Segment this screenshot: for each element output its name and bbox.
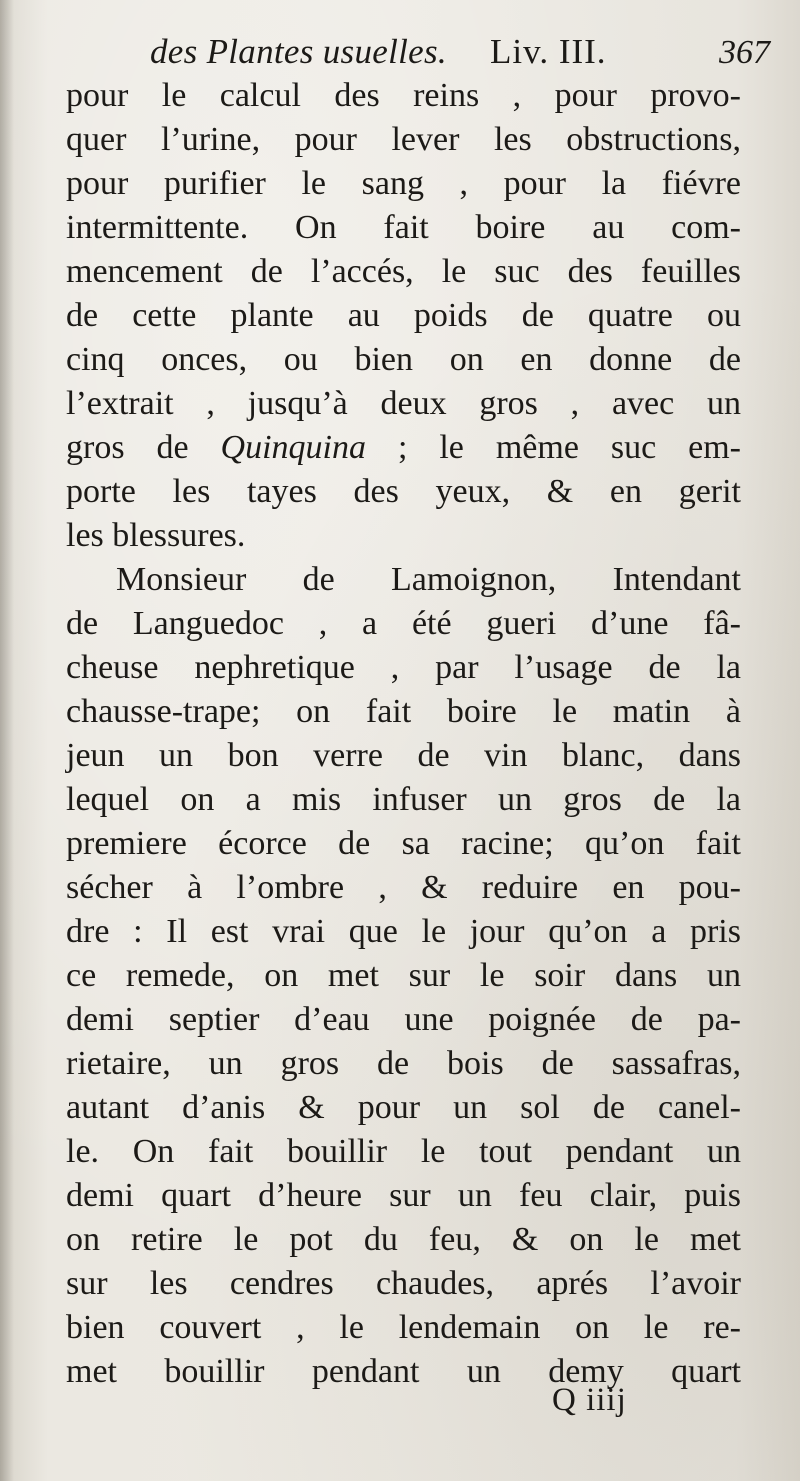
- signature-mark: Q iiij: [552, 1382, 627, 1418]
- text-line: cinq onces, ou bien on en donne de: [66, 341, 741, 378]
- binding-shadow: [0, 0, 14, 1481]
- text-line: ce remede, on met sur le soir dans un: [66, 957, 741, 994]
- text-line: les blessures.: [66, 517, 246, 554]
- text-line: pour purifier le sang , pour la fiévre: [66, 165, 741, 202]
- text-line: autant d’anis & pour un sol de canel-: [66, 1089, 741, 1126]
- text-line: rietaire, un gros de bois de sassafras,: [66, 1045, 741, 1082]
- text-line: mencement de l’accés, le suc des feuilles: [66, 253, 741, 290]
- body-text: [66, 74, 741, 1394]
- text-line: de cette plante au poids de quatre ou: [66, 297, 741, 334]
- text-line: l’extrait , jusqu’à deux gros , avec un: [66, 385, 741, 422]
- text-line: chausse-trape; on fait boire le matin à: [66, 693, 741, 730]
- text-line: sur les cendres chaudes, aprés l’avoir: [66, 1265, 741, 1302]
- text-line: dre : Il est vrai que le jour qu’on a pris: [66, 913, 741, 950]
- text-line: jeun un bon verre de vin blanc, dans: [66, 737, 741, 774]
- text-line: gros de Quinquina ; le même suc em-: [66, 429, 741, 466]
- text-line: le. On fait bouillir le tout pendant un: [66, 1133, 741, 1170]
- text-line: met bouillir pendant un demy quart: [66, 1353, 741, 1390]
- text-line: demi septier d’eau une poignée de pa-: [66, 1001, 741, 1038]
- text-line: demi quart d’heure sur un feu clair, puis: [66, 1177, 741, 1214]
- text-line: premiere écorce de sa racine; qu’on fait: [66, 825, 741, 862]
- italic-term: Quinquina: [220, 429, 366, 466]
- text-line: lequel on a mis infuser un gros de la: [66, 781, 741, 818]
- text-line: quer l’urine, pour lever les obstructions,: [66, 121, 741, 158]
- running-title: des Plantes usuelles.: [150, 32, 447, 71]
- text-line: pour le calcul des reins , pour provo-: [66, 77, 741, 114]
- text-line: de Languedoc , a été gueri d’une fâ-: [66, 605, 741, 642]
- text-line: porte les tayes des yeux, & en gerit: [66, 473, 741, 510]
- text-line: on retire le pot du feu, & on le met: [66, 1221, 741, 1258]
- text-line: bien couvert , le lendemain on le re-: [66, 1309, 741, 1346]
- book-reference: Liv. III.: [490, 32, 607, 71]
- text-line: Monsieur de Lamoignon, Intendant: [116, 561, 741, 598]
- text-line: cheuse nephretique , par l’usage de la: [66, 649, 741, 686]
- text-line: sécher à l’ombre , & reduire en pou-: [66, 869, 741, 906]
- page-number: 367: [719, 34, 770, 71]
- text-line: intermittente. On fait boire au com-: [66, 209, 741, 246]
